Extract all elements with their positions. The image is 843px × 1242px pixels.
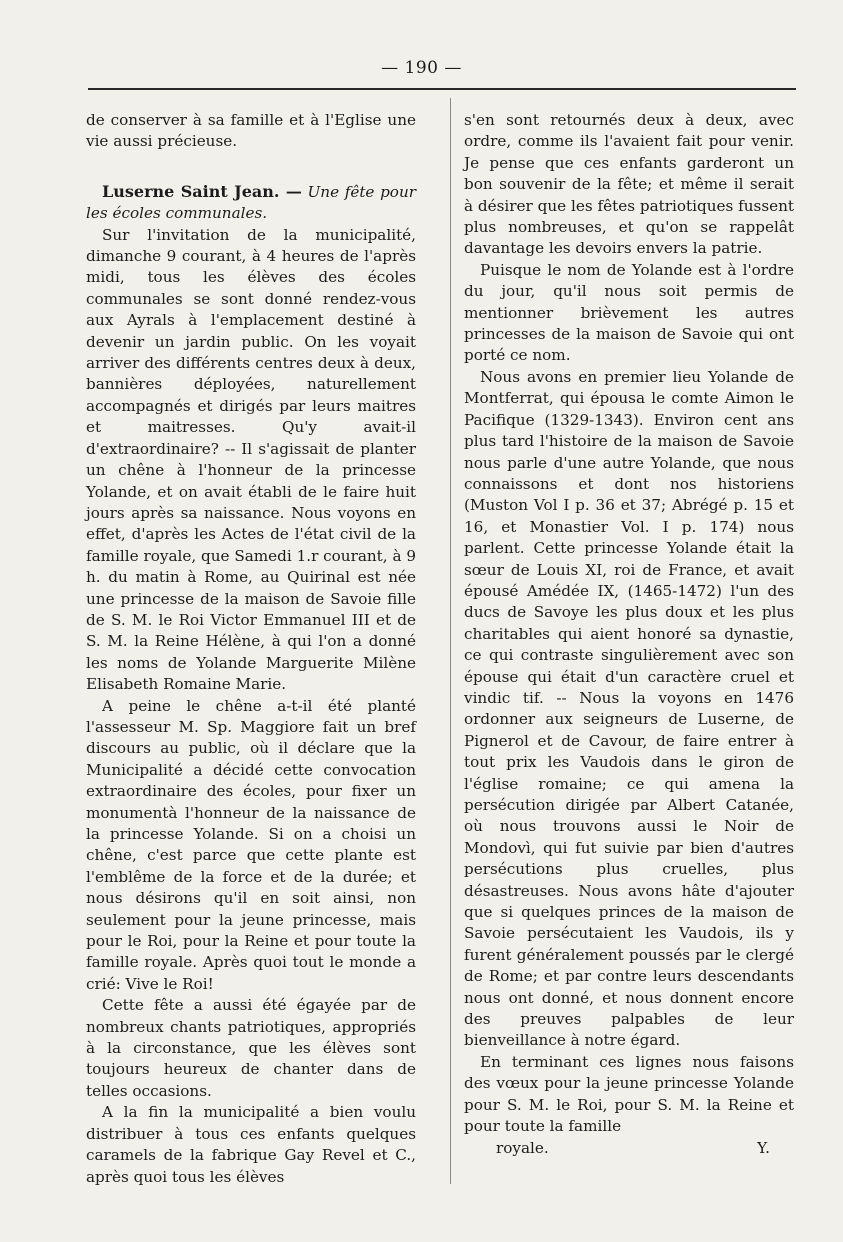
right-column: [464, 110, 794, 1159]
author-signature: Y.: [757, 1138, 770, 1157]
section-title: Luserne Saint Jean. —: [102, 181, 302, 201]
section-heading: [86, 181, 416, 225]
paragraph: Sur l'invitation de la municipalité, dimanche 9 courant, à 4 heures de l'après midi, tous les élèves des écoles communales se sont donné rendez-vous aux Ayrals à l'emplacement destiné à devenir un jardin public. On les voyait arriver des différents centres deux à deux, bannières déployées, naturellement accompagnés et dirigés par leurs maitres et maitresses. Qu'y avait-il d'extraordinaire? -- Il s'agissait de planter un chêne à l'honneur de la princesse Yolande, et on avait établi de le faire huit jours après sa naissance. Nous voyons en effet, d'après les Actes de l'état civil de la famille royale, que Samedi 1.r courant, à 9 h. du matin à Rome, au Quirinal est née une princesse de la maison de Savoie fille de S. M. le Roi Victor Emmanuel III et de S. M. la Reine Hélène, à qui l'on a donné les noms de Yolande Marguerite Milène Elisabeth Romaine Marie.: [86, 225, 416, 694]
left-opening-text: de conserver à sa famille et à l'Eglise une vie aussi précieuse.: [86, 111, 416, 151]
closing-line: [464, 1138, 794, 1159]
paragraph: A peine le chêne a-t-il été planté l'assesseur M. Sp. Maggiore fait un bref discours au public, où il déclare que la Municipalité a décidé cette convocation extraordinaire des écoles, pour fixer un monumentà l'honneur de la naissance de la princesse Yolande. Si on a choisi un chêne, c'est parce que cette plante est l'emblême de la force et de la durée; et nous désirons qu'il en soit ainsi, non seulement pour la jeune princesse, mais pour le Roi, pour la Reine et pour toute la famille royale. Après quoi tout le monde a crié: Vive le Roi!: [86, 696, 416, 993]
section-subtitle: Une fête pour les écoles communales.: [86, 182, 416, 223]
paragraph: Puisque le nom de Yolande est à l'ordre du jour, qu'il nous soit permis de mentionner brièvement les autres princesses de la maison de Savoie qui ont porté ce nom.: [464, 260, 794, 365]
paragraph: Cette fête a aussi été égayée par de nombreux chants patriotiques, appropriés à la circonstance, que les élèves sont toujours heureux de chanter dans de telles occasions.: [86, 996, 416, 1100]
paragraph: A la fin la municipalité a bien voulu distribuer à tous ces enfants quelques caramels de la fabrique Gay Revel et C., après quoi tous les élèves: [86, 1103, 416, 1186]
header-rule: [88, 88, 796, 90]
closing-text: royale.: [496, 1138, 549, 1157]
page-number: — 190 —: [381, 58, 462, 78]
paragraph: En terminant ces lignes nous faisons des vœux pour la jeune princesse Yolande pour S. M. le Roi, pour S. M. la Reine et pour toute la famille: [464, 1052, 794, 1136]
right-opening-text: s'en sont retournés deux à deux, avec ordre, comme ils l'avaient fait pour venir. Je pense que ces enfants garderont un bon souvenir de la fête; et même il serait à désirer que les fêtes patriotiques fussent plus nombreuses, et qu'on se rappelât davantage les devoirs envers la patrie.: [464, 111, 794, 258]
paragraph: Nous avons en premier lieu Yolande de Montferrat, qui épousa le comte Aimon le Pacifique (1329-1343). Environ cent ans plus tard l'histoire de la maison de Savoie nous parle d'une autre Yolande, que nous connaissons et dont nos historiens (Muston Vol I p. 36 et 37; Abrégé p. 15 et 16, et Monastier Vol. I p. 174) nous parlent. Cette princesse Yolande était la sœur de Louis XI, roi de France, et avait épousé Amédée IX, (1465-1472) l'un des ducs de Savoye les plus doux et les plus charitables qui aient honoré sa dynastie, ce qui contraste singulièrement avec son épouse qui était d'un caractère cruel et vindic tif. -- Nous la voyons en 1476 ordonner aux seigneurs de Luserne, de Pignerol et de Cavour, de faire entrer à tout prix les Vaudois dans le giron de l'église romaine; ce qui amena la persécution dirigée par Albert Catanée, où nous trouvons aussi le Noir de Mondovì, qui fut suivie par bien d'autres persécutions plus cruelles, plus désastreuses. Nous avons hâte d'ajouter que si quelques princes de la maison de Savoie persécutaient les Vaudois, ils y furent généralement poussés par le clergé de Rome; et par contre leurs descendants nous ont donné, et nous donnent encore des preuves palpables de leur bienveillance à notre égard.: [464, 367, 794, 1050]
left-column: [86, 110, 416, 1188]
column-divider: [450, 98, 451, 1184]
